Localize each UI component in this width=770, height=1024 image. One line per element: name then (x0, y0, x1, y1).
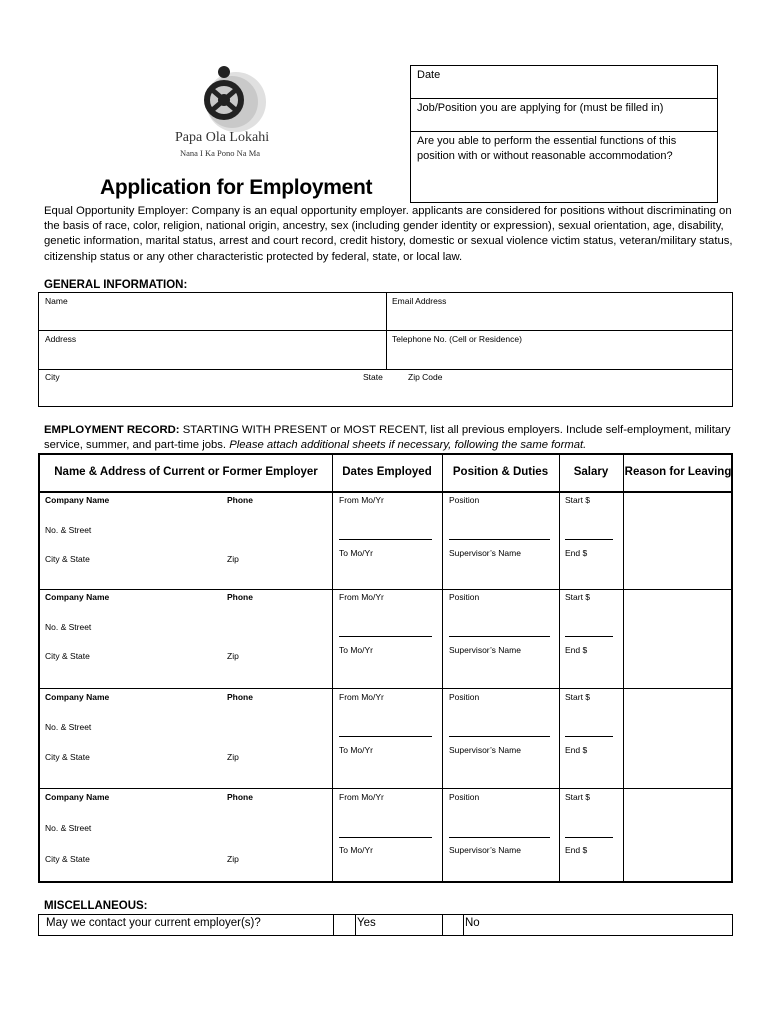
contact-employer-row (38, 914, 733, 936)
supervisor-label[interactable]: Supervisor’s Name (449, 745, 521, 755)
zip-label[interactable]: Zip (227, 651, 239, 661)
phone-label[interactable]: Phone (227, 495, 253, 505)
from-date-label[interactable]: From Mo/Yr (339, 495, 384, 505)
zip-label[interactable]: Zip (227, 554, 239, 564)
email-field[interactable]: Email Address (392, 296, 447, 306)
position-label[interactable]: Position (449, 495, 480, 505)
company-name-label[interactable]: Company Name (45, 495, 110, 505)
city-state-label[interactable]: City & State (45, 854, 90, 864)
start-salary-label[interactable]: Start $ (565, 592, 591, 602)
top-fields-box (410, 65, 718, 203)
end-salary-label[interactable]: End $ (565, 745, 588, 755)
date-field[interactable] (411, 66, 717, 99)
position-label[interactable]: Position (449, 692, 480, 702)
phone-label[interactable]: Phone (227, 692, 253, 702)
header-reason: Reason for Leaving (624, 466, 732, 478)
logo-tagline: Nana I Ka Pono Na Ma (180, 148, 261, 158)
supervisor-label[interactable]: Supervisor’s Name (449, 645, 521, 655)
state-field[interactable]: State (363, 372, 383, 382)
essential-functions-label: Are you able to perform the essential functions of this position with or without reasonable accommodation? (417, 135, 677, 162)
to-date-label[interactable]: To Mo/Yr (339, 548, 374, 558)
name-field[interactable]: Name (45, 296, 68, 306)
company-name-label[interactable]: Company Name (45, 792, 110, 802)
start-salary-label[interactable]: Start $ (565, 792, 591, 802)
start-salary-label[interactable]: Start $ (565, 692, 591, 702)
end-salary-label[interactable]: End $ (565, 548, 588, 558)
supervisor-label[interactable]: Supervisor’s Name (449, 845, 521, 855)
address-field[interactable]: Address (45, 334, 77, 344)
to-date-label[interactable]: To Mo/Yr (339, 745, 374, 755)
zip-label[interactable]: Zip (227, 854, 239, 864)
phone-label[interactable]: Phone (227, 792, 253, 802)
to-date-label[interactable]: To Mo/Yr (339, 645, 374, 655)
page-title: Application for Employment (100, 176, 373, 199)
from-date-label[interactable]: From Mo/Yr (339, 692, 384, 702)
position-applying-field[interactable] (411, 99, 717, 132)
position-label[interactable]: Position (449, 792, 480, 802)
end-salary-label[interactable]: End $ (565, 845, 588, 855)
to-date-label[interactable]: To Mo/Yr (339, 845, 374, 855)
contact-employer-question: May we contact your current employer(s)? (46, 917, 261, 929)
employer-table (38, 453, 733, 883)
zip-label[interactable]: Zip (227, 752, 239, 762)
zip-code-field[interactable]: Zip Code (408, 372, 443, 382)
company-name-label[interactable]: Company Name (45, 592, 110, 602)
general-information-heading: GENERAL INFORMATION: (44, 279, 188, 291)
telephone-field[interactable]: Telephone No. (Cell or Residence) (392, 334, 522, 344)
organization-logo (160, 62, 290, 162)
city-state-label[interactable]: City & State (45, 752, 90, 762)
company-name-label[interactable]: Company Name (45, 692, 110, 702)
logo-name: Papa Ola Lokahi (175, 130, 270, 145)
end-salary-label[interactable]: End $ (565, 645, 588, 655)
employment-record-instructions (44, 423, 734, 453)
header-dates: Dates Employed (342, 466, 432, 478)
header-salary: Salary (573, 466, 609, 478)
from-date-label[interactable]: From Mo/Yr (339, 792, 384, 802)
phone-label[interactable]: Phone (227, 592, 253, 602)
date-label: Date (417, 69, 441, 81)
start-salary-label[interactable]: Start $ (565, 495, 591, 505)
city-state-label[interactable]: City & State (45, 554, 90, 564)
logo-emblem-icon (160, 62, 290, 132)
employment-record-note: Please attach additional sheets if necessary, following the same format. (229, 439, 587, 451)
position-label: Job/Position you are applying for (must be filled in) (417, 102, 664, 114)
employment-record-text: STARTING WITH PRESENT or MOST RECENT, list all previous employers. Include self-employment, military service, summer, and part-time jobs. (44, 424, 731, 451)
from-date-label[interactable]: From Mo/Yr (339, 592, 384, 602)
general-information-box (38, 292, 733, 407)
essential-functions-field[interactable] (411, 132, 717, 202)
yes-checkbox[interactable] (333, 915, 355, 935)
employment-record-heading: EMPLOYMENT RECORD: (44, 424, 180, 436)
no-label: No (465, 917, 480, 929)
miscellaneous-heading: MISCELLANEOUS: (44, 900, 148, 912)
eeo-statement: Equal Opportunity Employer: Company is an equal opportunity employer. applicants are considered for positions without discriminating on the basis of race, color, religion, national origin, ancestry, sex (including gender identity or expression), sexual orientation, age, disability, genetic information, marital status, arrest and court record, credit history, domestic or sexual violence victim status, veteran/military status, citizenship status or any other characteristic protected by federal, state, or local law. (44, 205, 733, 263)
street-label[interactable]: No. & Street (45, 823, 92, 833)
supervisor-label[interactable]: Supervisor’s Name (449, 548, 521, 558)
no-checkbox[interactable] (442, 915, 463, 935)
street-label[interactable]: No. & Street (45, 722, 92, 732)
street-label[interactable]: No. & Street (45, 525, 92, 535)
street-label[interactable]: No. & Street (45, 622, 92, 632)
header-position: Position & Duties (452, 466, 549, 478)
city-field[interactable]: City (45, 372, 60, 382)
yes-label: Yes (357, 917, 376, 929)
position-label[interactable]: Position (449, 592, 480, 602)
header-employer: Name & Address of Current or Former Employer (54, 466, 318, 478)
city-state-label[interactable]: City & State (45, 651, 90, 661)
